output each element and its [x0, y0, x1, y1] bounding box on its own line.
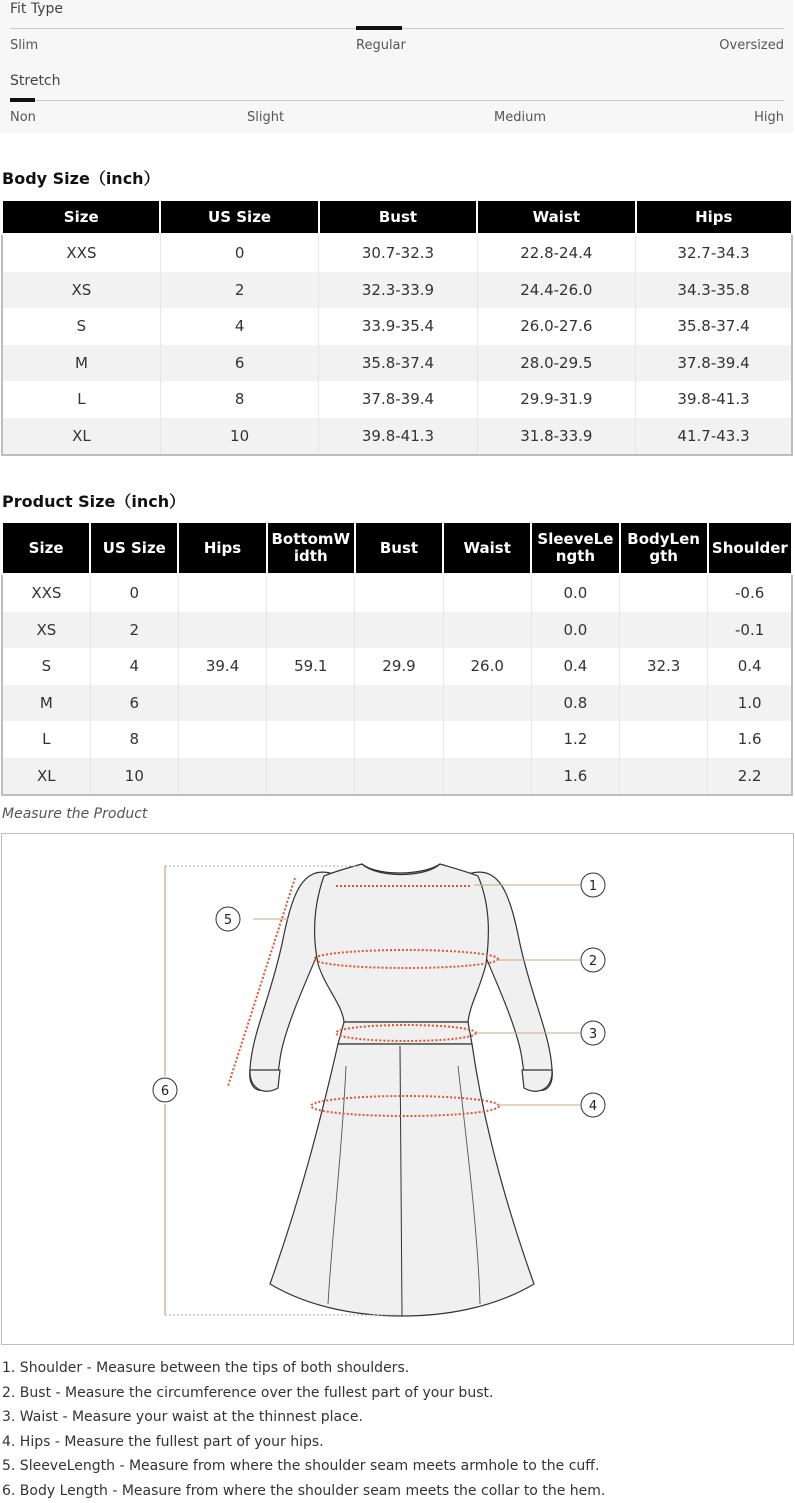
table-cell: XS [2, 272, 160, 309]
table-row [2, 381, 792, 418]
table-cell: 22.8-24.4 [477, 234, 635, 272]
table-cell: 0.4 [531, 648, 619, 685]
stretch-option-slight: Slight [247, 110, 284, 125]
table-cell: 10 [90, 758, 178, 796]
table-cell: 33.9-35.4 [319, 308, 477, 345]
table-cell [620, 612, 708, 649]
note-bust: 2. Bust - Measure the circumference over the fullest part of your bust. [2, 1381, 792, 1406]
stretch-track [10, 100, 784, 101]
table-cell: 39.4 [178, 648, 266, 685]
marker-5-label: 5 [224, 913, 232, 928]
measure-caption: Measure the Product [2, 806, 147, 822]
table-cell: 0.8 [531, 685, 619, 722]
table-row [2, 574, 792, 612]
table-cell [178, 612, 266, 649]
column-header: BodyLen gth [620, 522, 708, 574]
table-cell: -0.1 [708, 612, 792, 649]
product-size-table [1, 521, 793, 796]
note-sleeve-length: 5. SleeveLength - Measure from where the shoulder seam meets armhole to the cuff. [2, 1454, 792, 1479]
table-cell [443, 612, 531, 649]
table-cell [178, 685, 266, 722]
table-cell: 35.8-37.4 [319, 345, 477, 382]
table-cell [267, 721, 355, 758]
stretch-title: Stretch [10, 73, 61, 89]
column-header: Hips [636, 200, 792, 234]
table-cell [443, 685, 531, 722]
fit-type-title: Fit Type [10, 1, 63, 17]
table-row [2, 721, 792, 758]
table-cell: 59.1 [267, 648, 355, 685]
dress-diagram-svg [2, 834, 793, 1344]
table-cell: 4 [90, 648, 178, 685]
table-cell [620, 758, 708, 796]
table-cell: 39.8-41.3 [636, 381, 792, 418]
marker-3-label: 3 [589, 1027, 597, 1042]
table-cell: S [2, 308, 160, 345]
table-cell: 35.8-37.4 [636, 308, 792, 345]
table-cell: M [2, 685, 90, 722]
table-cell: L [2, 721, 90, 758]
table-row [2, 345, 792, 382]
table-cell: 10 [160, 418, 318, 456]
table-cell: M [2, 345, 160, 382]
table-cell: 37.8-39.4 [636, 345, 792, 382]
column-header: Shoulder [708, 522, 792, 574]
table-cell: 39.8-41.3 [319, 418, 477, 456]
marker-1-label: 1 [589, 879, 597, 894]
note-waist: 3. Waist - Measure your waist at the thinnest place. [2, 1405, 792, 1430]
fit-type-option-slim: Slim [10, 38, 38, 53]
table-row [2, 272, 792, 309]
fit-stretch-panel [0, 0, 793, 133]
table-cell: 26.0-27.6 [477, 308, 635, 345]
table-cell: 29.9 [355, 648, 443, 685]
table-cell: 0 [160, 234, 318, 272]
table-cell: -0.6 [708, 574, 792, 612]
table-cell: 2 [160, 272, 318, 309]
table-cell: 24.4-26.0 [477, 272, 635, 309]
table-row [2, 612, 792, 649]
column-header: US Size [90, 522, 178, 574]
table-cell [355, 721, 443, 758]
table-cell: 6 [160, 345, 318, 382]
table-cell: 32.3-33.9 [319, 272, 477, 309]
column-header: Bust [319, 200, 477, 234]
table-cell: 34.3-35.8 [636, 272, 792, 309]
table-cell: 1.6 [708, 721, 792, 758]
table-cell [267, 612, 355, 649]
table-cell: 0.0 [531, 612, 619, 649]
table-cell: 41.7-43.3 [636, 418, 792, 456]
column-header: Bust [355, 522, 443, 574]
table-cell: XXS [2, 574, 90, 612]
table-cell: 0 [90, 574, 178, 612]
stretch-option-non: Non [10, 110, 36, 125]
table-cell [443, 721, 531, 758]
table-cell: 26.0 [443, 648, 531, 685]
table-cell: XL [2, 418, 160, 456]
table-cell [178, 721, 266, 758]
table-cell [355, 612, 443, 649]
table-cell: 1.6 [531, 758, 619, 796]
column-header: SleeveLe ngth [531, 522, 619, 574]
bodice [315, 864, 489, 1022]
stretch-option-medium: Medium [494, 110, 546, 125]
table-cell: XS [2, 612, 90, 649]
stretch-indicator [10, 98, 35, 102]
table-row [2, 418, 792, 456]
table-cell: 0.0 [531, 574, 619, 612]
table-cell: 32.7-34.3 [636, 234, 792, 272]
table-cell: XL [2, 758, 90, 796]
table-row [2, 234, 792, 272]
table-cell: XXS [2, 234, 160, 272]
table-cell: 0.4 [708, 648, 792, 685]
table-cell [355, 758, 443, 796]
column-header: US Size [160, 200, 318, 234]
table-cell: 6 [90, 685, 178, 722]
column-header: Hips [178, 522, 266, 574]
table-row [2, 758, 792, 796]
marker-6-label: 6 [161, 1084, 169, 1099]
table-cell: L [2, 381, 160, 418]
header-row [2, 522, 792, 574]
table-cell [178, 758, 266, 796]
table-cell [355, 574, 443, 612]
note-body-length: 6. Body Length - Measure from where the shoulder seam meets the collar to the hem. [2, 1479, 792, 1503]
table-cell [620, 685, 708, 722]
table-cell [620, 721, 708, 758]
table-cell [267, 574, 355, 612]
table-cell: 29.9-31.9 [477, 381, 635, 418]
product-size-title: Product Size（inch） [2, 489, 185, 512]
stretch-option-high: High [754, 110, 784, 125]
table-cell [443, 758, 531, 796]
table-row [2, 685, 792, 722]
table-row [2, 308, 792, 345]
note-hips: 4. Hips - Measure the fullest part of your hips. [2, 1430, 792, 1455]
table-cell: 4 [160, 308, 318, 345]
measure-notes [2, 1356, 792, 1503]
column-header: Size [2, 522, 90, 574]
table-cell: 32.3 [620, 648, 708, 685]
table-cell: 28.0-29.5 [477, 345, 635, 382]
fit-type-indicator [356, 26, 402, 30]
body-size-table [1, 199, 793, 456]
note-shoulder: 1. Shoulder - Measure between the tips of both shoulders. [2, 1356, 792, 1381]
table-cell: 1.2 [531, 721, 619, 758]
column-header: Waist [477, 200, 635, 234]
table-cell: 37.8-39.4 [319, 381, 477, 418]
fit-type-option-regular: Regular [356, 38, 406, 53]
table-cell [178, 574, 266, 612]
table-row [2, 648, 792, 685]
column-header: Waist [443, 522, 531, 574]
marker-2-label: 2 [589, 954, 597, 969]
column-header: BottomW idth [267, 522, 355, 574]
table-cell: 8 [160, 381, 318, 418]
table-cell [443, 574, 531, 612]
measure-diagram [1, 833, 794, 1345]
table-cell: 2 [90, 612, 178, 649]
table-cell: 2.2 [708, 758, 792, 796]
table-cell [267, 685, 355, 722]
table-cell: 30.7-32.3 [319, 234, 477, 272]
fit-type-option-oversized: Oversized [719, 38, 784, 53]
header-row [2, 200, 792, 234]
table-cell [355, 685, 443, 722]
marker-4-label: 4 [589, 1099, 597, 1114]
table-cell: 8 [90, 721, 178, 758]
table-cell: 31.8-33.9 [477, 418, 635, 456]
table-cell: 1.0 [708, 685, 792, 722]
table-cell [267, 758, 355, 796]
body-size-title: Body Size（inch） [2, 166, 160, 189]
column-header: Size [2, 200, 160, 234]
table-cell [620, 574, 708, 612]
table-cell: S [2, 648, 90, 685]
